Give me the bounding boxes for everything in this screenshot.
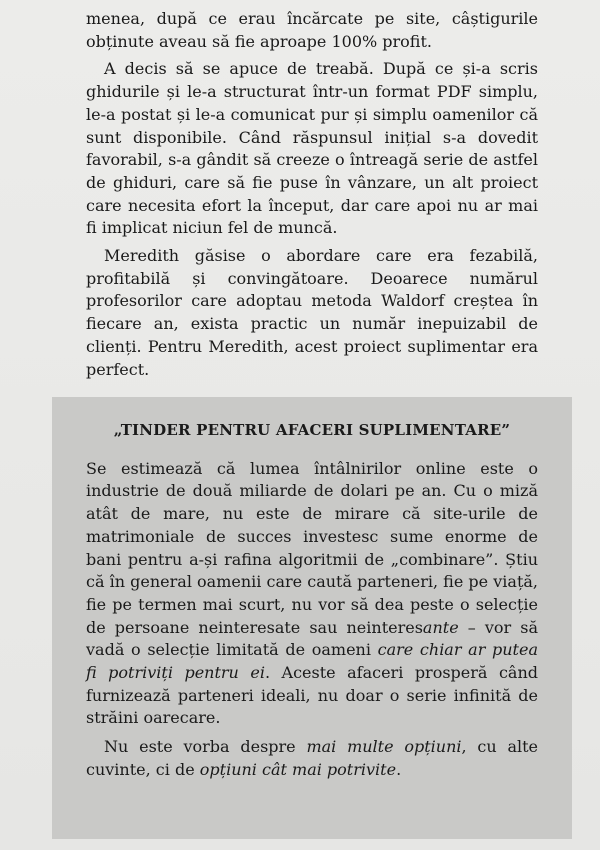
text-span: . Aceste afaceri prosperă când furnizează parteneri ideali, nu doar o serie infinită de străini oarecare.: [86, 663, 538, 728]
main-text: [86, 8, 538, 381]
paragraph-2: A decis să se apuce de treabă. După ce și-a scris ghidurile și le-a structurat într-un format PDF simplu, le-a postat și le-a comunicat pur și simplu oamenilor că sunt disponibile. Când răspunsul inițial s-a dovedit favorabil, s-a gândit să creeze o întreagă serie de astfel de ghiduri, care să fie puse în vânzare, un alt proiect care necesita efort la început, dar care apoi nu ar mai fi implicat niciun fel de muncă.: [86, 59, 538, 238]
italic-span: care chiar ar putea fi potriviți pentru ei: [86, 640, 538, 683]
sidebar-paragraph-2: [86, 736, 538, 781]
sidebar-box-content: [86, 419, 538, 782]
text-span: Se estimează că lumea întâlnirilor online este o industrie de două miliarde de dolari pe an. Cu o miză atât de mare, nu este de mirare că site-urile de matrimoniale de succes investesc sume enorme de bani pentru a-și rafina algoritmii de „combinare”. Știu că în general oamenii care caută parteneri, fie pe viață, fie pe termen mai scurt, nu vor să dea peste o selecție de persoane neinteresate sau neinteres: [86, 458, 538, 637]
text-span: .: [396, 759, 402, 779]
text-span: Nu este vorba despre: [104, 737, 307, 757]
italic-span: mai multe opțiuni: [306, 737, 462, 757]
sidebar-box-title: „TINDER PENTRU AFACERI SUPLIMENTARE”: [113, 421, 511, 439]
sidebar-box: [52, 397, 572, 839]
paragraph-3: Meredith găsise o abordare care era fezabilă, profitabilă și convingătoare. Deoarece numărul profesorilor care adoptau metoda Waldorf creștea în fiecare an, exista practic un număr inepuizabil de clienți. Pentru Meredith, acest proiect suplimentar era perfect.: [86, 246, 538, 379]
text-span: – vor să vadă o selecție limitată de oameni: [86, 617, 539, 660]
text-span: , cu alte cuvinte, ci de: [86, 737, 539, 779]
paragraph-1: menea, după ce erau încărcate pe site, câștigurile obținute aveau să fie aproape 100% profit.: [86, 9, 538, 51]
italic-span: ante: [422, 617, 459, 637]
italic-span: opțiuni cât mai potrivite: [199, 759, 397, 779]
sidebar-paragraph-1: [86, 458, 538, 730]
